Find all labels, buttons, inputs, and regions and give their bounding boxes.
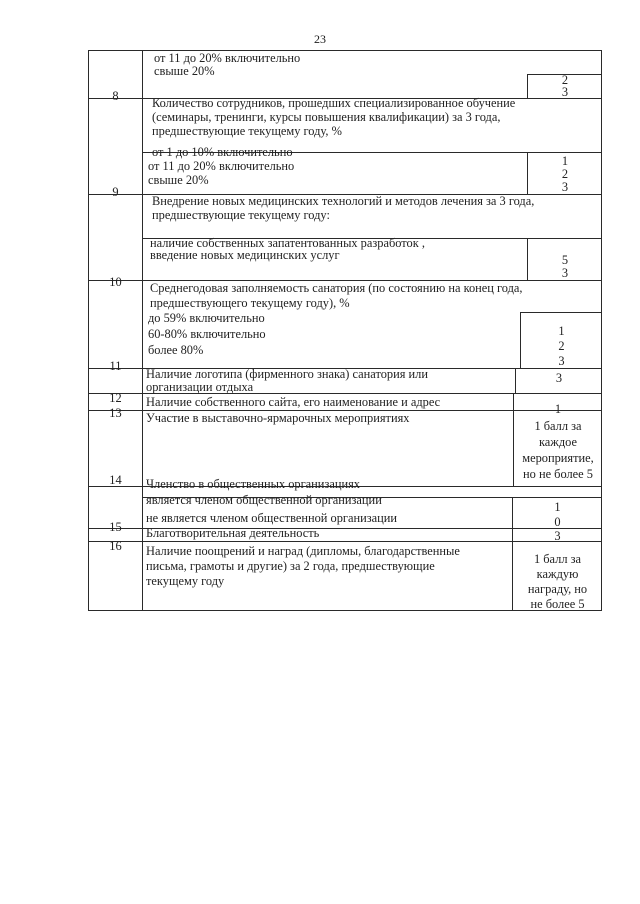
points-value: 3 <box>558 354 565 368</box>
option-text: наличие собственных запатентованных разработок , <box>150 236 425 250</box>
criterion-title: Среднегодовая заполняемость санатория (по состоянию на конец года, <box>150 281 523 295</box>
option-text: от 1 до 10% включительно <box>152 145 293 159</box>
row-number: 15 <box>109 520 122 534</box>
points-value: 1 балл за <box>534 419 582 433</box>
criterion-title: Наличие поощрений и наград (дипломы, благодарственные <box>146 544 460 558</box>
row-number: 12 <box>109 391 122 405</box>
option-text: до 59% включительно <box>148 311 265 325</box>
points-value: 3 <box>561 85 569 99</box>
points-value: 2 <box>561 73 569 87</box>
criterion-title: Наличие собственного сайта, его наименование и адрес <box>146 395 441 409</box>
row-number: 14 <box>109 473 122 487</box>
row-separator <box>520 312 602 313</box>
criterion-title: Членство в общественных организациях <box>146 477 360 491</box>
criterion-title: Внедрение новых медицинских технологий и методов лечения за 3 года, <box>152 194 535 208</box>
row-number: 10 <box>109 275 122 289</box>
option-text: свыше 20% <box>148 173 209 187</box>
points-value: награду, но <box>527 582 588 596</box>
points-value: 1 балл за <box>533 552 582 566</box>
page-number: 23 <box>314 32 326 46</box>
option-text: свыше 20% <box>154 64 215 78</box>
points-value: 3 <box>554 529 561 543</box>
criterion-title: текущему году <box>146 574 225 588</box>
option-text: от 11 до 20% включительно <box>148 159 295 173</box>
row-number: 13 <box>109 406 122 420</box>
points-value: каждое <box>538 435 578 449</box>
criterion-title: письма, грамоты и другие) за 2 года, предшествующие <box>146 559 435 573</box>
points-value: не более 5 <box>530 597 585 611</box>
criterion-title: (семинары, тренинги, курсы повышения квалификации) за 3 года, <box>152 110 501 124</box>
points-value: но не более 5 <box>523 467 593 481</box>
points-value: 1 <box>558 324 565 338</box>
row-number: 9 <box>112 185 119 199</box>
points-value: 3 <box>561 180 569 194</box>
row-number: 8 <box>112 89 119 103</box>
points-value: 2 <box>558 339 565 353</box>
row-number: 11 <box>109 359 122 373</box>
points-value: каждую <box>536 567 579 581</box>
points-value: 3 <box>561 266 569 280</box>
points-value: 1 <box>554 500 561 514</box>
option-text: не является членом общественной организации <box>146 511 398 525</box>
criterion-title: Благотворительная деятельность <box>146 526 320 540</box>
criterion-title: предшествующего текущему году), % <box>150 296 350 310</box>
option-text: введение новых медицинских услуг <box>150 248 340 262</box>
option-text: от 11 до 20% включительно <box>154 51 301 65</box>
row-number: 16 <box>109 539 122 553</box>
points-value: 0 <box>554 515 561 529</box>
criterion-title: организации отдыха <box>146 380 254 394</box>
points-value: 3 <box>555 371 563 385</box>
option-text: является членом общественной организации <box>146 493 382 507</box>
criterion-title: предшествующие текущему году, % <box>152 124 342 138</box>
option-text: более 80% <box>148 343 204 357</box>
points-value: 1 <box>554 402 562 416</box>
criterion-title: предшествующие текущему году: <box>152 208 330 222</box>
criterion-title: Количество сотрудников, прошедших специализированное обучение <box>152 96 516 110</box>
points-value: мероприятие, <box>522 451 594 465</box>
criterion-title: Участие в выставочно-ярмарочных мероприятиях <box>146 411 410 425</box>
points-value: 2 <box>561 167 569 181</box>
option-text: 60-80% включительно <box>148 327 266 341</box>
points-value: 5 <box>561 253 569 267</box>
criterion-title: Наличие логотипа (фирменного знака) санатория или <box>146 367 429 381</box>
points-value: 1 <box>561 154 569 168</box>
